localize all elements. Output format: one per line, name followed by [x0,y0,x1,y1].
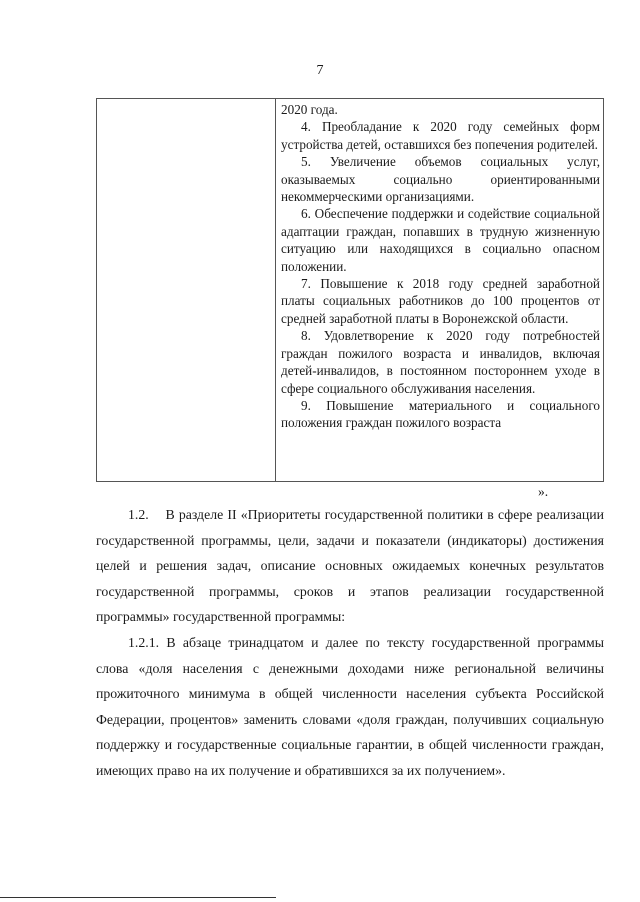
paragraph-1-2: 1.2. В разделе II «Приоритеты государственной политики в сфере реализации государственной программы, цели, задачи и показатели (индикаторы) достижения целей и решения задач, описание основных ожидаемых конечных результатов государственной программы, сроков и этапов реализации государственной программы» государственной программы: [96,507,604,625]
table-item-7: 7. Повышение к 2018 году средней заработной платы социальных работников до 100 процентов от средней заработной платы в Воронежской области. [281,276,600,326]
page-number: 7 [316,63,324,78]
table-item-8: 8. Удовлетворение к 2020 году потребностей граждан пожилого возраста и инвалидов, включая детей-инвалидов, в постоянном постороннем уходе в сфере социального обслуживания населения. [281,328,600,396]
table-item-4: 4. Преобладание к 2020 году семейных форм устройства детей, оставшихся без попечения родителей. [281,119,600,152]
table-item-9: 9. Повышение материального и социального положения граждан пожилого возраста [281,397,600,431]
table-line-continuation: 2020 года. [281,102,338,117]
closing-quote: ». [538,484,549,499]
paragraph-1-2-1: 1.2.1. В абзаце тринадцатом и далее по тексту государственной программы слова «доля населения с денежными доходами ниже региональной величины прожиточного минимума в общей численности населения субъекта Российской Федерации, процентов» заменить словами «доля граждан, получивших социальную поддержку и государственные социальные гарантии, в общей численности граждан, имеющих право на их получение и обратившихся за их получением». [96,634,604,778]
table-right-cell [281,101,600,432]
table-item-6: 6. Обеспечение поддержки и содействие социальной адаптации граждан, попавших в трудную жизненную ситуацию или находящихся в социально опасном положении. [281,206,600,274]
footnote-rule [0,897,276,898]
body-text [96,502,604,784]
table-column-divider [275,98,276,482]
table-item-5: 5. Увеличение объемов социальных услуг, оказываемых социально ориентированными некоммерческими организациями. [281,154,600,205]
